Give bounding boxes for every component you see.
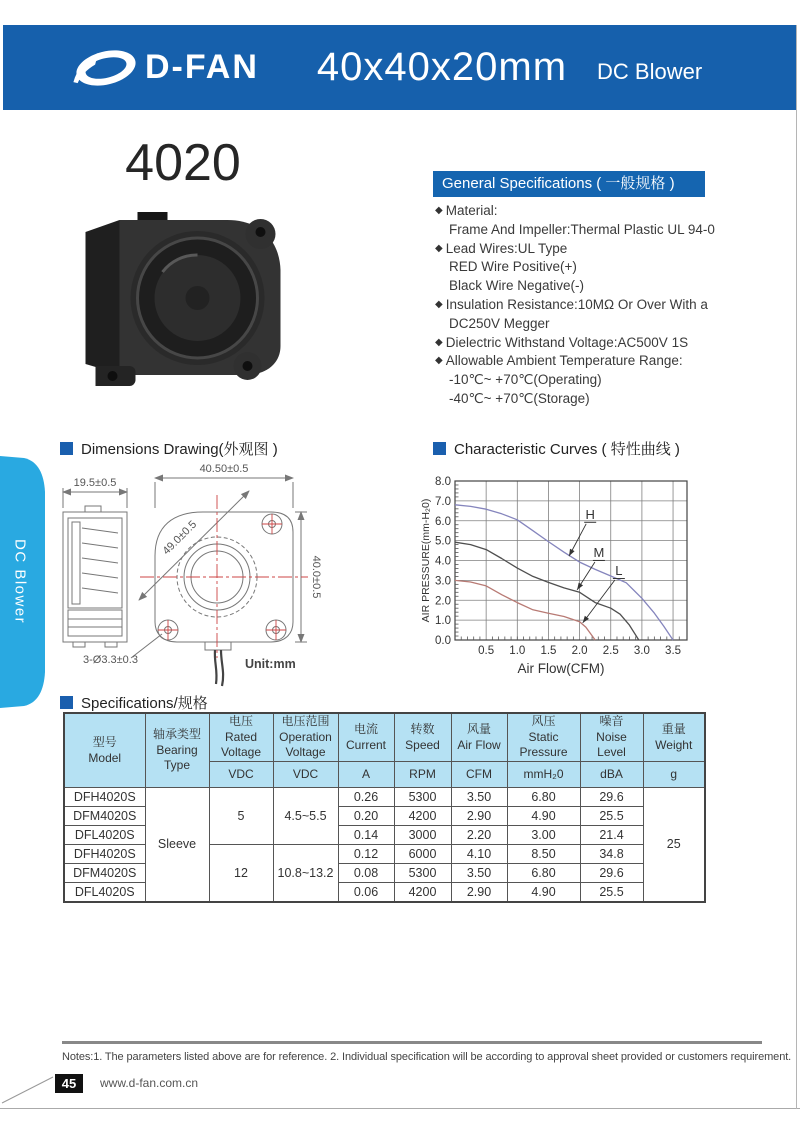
spec-section-header <box>60 692 208 713</box>
spec-table-cell: 0.26 <box>338 788 394 807</box>
spec-table-cell: 2.20 <box>451 826 507 845</box>
spec-line-text: Dielectric Withstand Voltage:AC500V 1S <box>445 334 689 350</box>
spec-table-header-cell: A <box>338 762 394 788</box>
spec-table-header-cell: 重量 Weight <box>643 713 705 762</box>
dim-unit: Unit:mm <box>245 657 296 671</box>
x-tick-label: 1.5 <box>540 645 557 657</box>
general-specs-title: General Specifications ( 一般规格 ) <box>433 171 705 197</box>
spec-table-cell: DFM4020S <box>64 807 145 826</box>
website-text: www.d-fan.com.cn <box>100 1076 199 1090</box>
spec-table-cell: DFH4020S <box>64 788 145 807</box>
x-tick-label: 3.5 <box>665 645 682 657</box>
spec-table-header-cell: 轴承类型 Bearing Type <box>145 713 209 788</box>
spec-line <box>435 202 780 221</box>
dim-front-width: 40.50±0.5 <box>199 463 249 475</box>
spec-table-cell: 6.80 <box>507 864 580 883</box>
curve-label-M: M <box>593 544 605 560</box>
right-border <box>796 25 797 1109</box>
spec-table-header-cell: 电压 Rated Voltage <box>209 713 273 762</box>
spec-table-cell: 8.50 <box>507 845 580 864</box>
spec-line <box>435 390 780 409</box>
spec-table-cell: 10.8~13.2 <box>273 845 338 902</box>
spec-line-text: DC250V Megger <box>449 315 550 331</box>
chart-minor-ticks <box>455 485 679 640</box>
y-tick-label: 3.0 <box>435 575 451 588</box>
dimensions-section-title: Dimensions Drawing(外观图 ) <box>81 441 278 458</box>
curve-H <box>455 505 673 640</box>
spec-table-cell: 5 <box>209 788 273 845</box>
spec-table-cell: 25.5 <box>580 883 643 902</box>
spec-line <box>435 277 780 296</box>
notes-text: Notes:1. The parameters listed above are for reference. 2. Individual specification will be according to approval sheet provided or customers requirement. <box>62 1051 792 1063</box>
spec-table-cell: Sleeve <box>145 788 209 902</box>
spec-table-cell: 29.6 <box>580 788 643 807</box>
square-bullet-icon <box>60 442 73 455</box>
spec-table-header-cell: 电流 Current <box>338 713 394 762</box>
spec-table-cell: 29.6 <box>580 864 643 883</box>
general-specs-list <box>435 202 780 409</box>
spec-table-cell: DFL4020S <box>64 883 145 902</box>
diamond-bullet-icon: ◆ <box>435 336 443 348</box>
spec-table-header-cell: 噪音 Noise Level <box>580 713 643 762</box>
x-tick-label: 3.0 <box>633 645 650 657</box>
x-tick-label: 1.0 <box>509 645 526 657</box>
y-axis-title: AIR PRESSURE(mm-H₂0) <box>420 498 432 623</box>
spec-table-cell: 6000 <box>394 845 451 864</box>
spec-table-header-cell: 风量 Air Flow <box>451 713 507 762</box>
spec-line-text: Allowable Ambient Temperature Range: <box>445 353 683 369</box>
spec-table-head <box>64 713 705 788</box>
product-photo <box>78 198 296 398</box>
spec-line-text: RED Wire Positive(+) <box>449 259 577 275</box>
spec-table-cell: 25 <box>643 788 705 902</box>
spec-line <box>435 352 780 371</box>
spec-table-cell: 34.8 <box>580 845 643 864</box>
spec-table-cell: 2.90 <box>451 807 507 826</box>
y-tick-label: 1.0 <box>435 615 451 628</box>
spec-line <box>435 240 780 259</box>
curves-section-header <box>433 438 680 459</box>
spec-line-text: Insulation Resistance:10MΩ Or Over With a <box>445 296 708 312</box>
spec-table-header-cell: VDC <box>273 762 338 788</box>
dimensions-section-header <box>60 438 278 459</box>
spec-table-header-cell: 电压范围 Operation Voltage <box>273 713 338 762</box>
spec-line-text: -10℃~ +70℃(Operating) <box>449 372 602 388</box>
spec-line <box>435 371 780 390</box>
curves-section-title: Characteristic Curves ( 特性曲线 ) <box>454 441 680 458</box>
dimensions-drawing <box>55 458 420 690</box>
spec-table-cell: 25.5 <box>580 807 643 826</box>
spec-table-header-cell: VDC <box>209 762 273 788</box>
side-tab-dc-blower <box>0 452 46 712</box>
diamond-bullet-icon: ◆ <box>435 242 443 254</box>
x-axis-title: Air Flow(CFM) <box>517 661 605 676</box>
page-number-badge: 45 <box>55 1074 83 1093</box>
diamond-bullet-icon: ◆ <box>435 205 443 216</box>
model-number: 4020 <box>125 134 241 192</box>
spec-table-cell: 21.4 <box>580 826 643 845</box>
spec-line <box>435 221 780 240</box>
y-tick-label: 5.0 <box>435 535 451 548</box>
dim-holes: 3-Ø3.3±0.3 <box>83 654 138 666</box>
table-row <box>64 788 705 807</box>
spec-line <box>435 334 780 353</box>
spec-table-cell: 12 <box>209 845 273 902</box>
bottom-border <box>0 1108 800 1109</box>
curve-L <box>455 580 595 640</box>
dim-side-width: 19.5±0.5 <box>73 477 117 489</box>
y-tick-label: 7.0 <box>435 495 451 508</box>
spec-line <box>435 258 780 277</box>
spec-table-cell: 4.90 <box>507 883 580 902</box>
curve-M <box>455 542 639 640</box>
spec-line <box>435 315 780 334</box>
spec-table-header-cell: dBA <box>580 762 643 788</box>
header-bar <box>3 25 797 110</box>
spec-table-cell: 2.90 <box>451 883 507 902</box>
side-tab-label: DC Blower <box>11 539 29 625</box>
spec-table-cell: 4200 <box>394 807 451 826</box>
spec-table-cell: 5300 <box>394 788 451 807</box>
square-bullet-icon <box>60 696 73 709</box>
chart-grid <box>455 481 687 640</box>
dfan-logo-icon <box>69 42 143 94</box>
spec-table-cell: DFM4020S <box>64 864 145 883</box>
spec-line-text: Lead Wires:UL Type <box>445 240 568 256</box>
spec-line-text: Black Wire Negative(-) <box>449 278 585 294</box>
spec-section-title: Specifications/规格 <box>81 695 208 712</box>
spec-table-cell: 3000 <box>394 826 451 845</box>
y-tick-label: 6.0 <box>435 515 451 528</box>
spec-table-cell: 4.5~5.5 <box>273 788 338 845</box>
spec-table-header-cell: 风压 Static Pressure <box>507 713 580 762</box>
spec-table-header-cell: RPM <box>394 762 451 788</box>
x-tick-label: 2.5 <box>602 645 619 657</box>
characteristic-curves-chart <box>420 460 720 688</box>
dim-front-height: 40.0±0.5 <box>310 555 322 599</box>
spec-table-cell: DFL4020S <box>64 826 145 845</box>
y-tick-label: 0.0 <box>435 635 451 647</box>
spec-table-cell: 6.80 <box>507 788 580 807</box>
y-tick-label: 8.0 <box>435 476 451 488</box>
y-tick-label: 2.0 <box>435 595 451 608</box>
spec-table-cell: 4.90 <box>507 807 580 826</box>
diamond-bullet-icon: ◆ <box>435 298 443 310</box>
spec-line <box>435 296 780 315</box>
spec-line-text: Material: <box>445 203 498 218</box>
spec-line-text: -40℃~ +70℃(Storage) <box>449 390 590 406</box>
spec-table-cell: 0.08 <box>338 864 394 883</box>
spec-table-header-cell: 型号 Model <box>64 713 145 788</box>
page-subtitle: DC Blower <box>597 58 703 84</box>
page-title: 40x40x20mm <box>316 45 568 89</box>
page-corner-line <box>0 1070 60 1110</box>
spec-table-cell: 0.20 <box>338 807 394 826</box>
x-tick-label: 2.0 <box>571 645 588 657</box>
spec-table-cell: 3.00 <box>507 826 580 845</box>
curve-label-H: H <box>585 506 595 522</box>
spec-table-header-cell: mmH₂0 <box>507 762 580 788</box>
diamond-bullet-icon: ◆ <box>435 355 443 367</box>
y-tick-label: 4.0 <box>435 555 451 568</box>
x-tick-label: 0.5 <box>478 645 495 657</box>
curve-label-L: L <box>615 563 623 579</box>
square-bullet-icon <box>433 442 446 455</box>
spec-table-header-cell: CFM <box>451 762 507 788</box>
spec-table-cell: 0.14 <box>338 826 394 845</box>
notes-divider <box>62 1041 762 1044</box>
spec-table-cell: 5300 <box>394 864 451 883</box>
spec-table-header-cell: g <box>643 762 705 788</box>
spec-table-cell: 4.10 <box>451 845 507 864</box>
spec-table-cell: 0.12 <box>338 845 394 864</box>
spec-table-body <box>64 788 705 902</box>
spec-table-cell: DFH4020S <box>64 845 145 864</box>
brand-name: D-FAN <box>145 48 259 86</box>
spec-table-cell: 3.50 <box>451 788 507 807</box>
spec-line-text: Frame And Impeller:Thermal Plastic UL 94-0 <box>449 221 715 237</box>
spec-table-header-cell: 转数 Speed <box>394 713 451 762</box>
spec-table <box>63 712 706 903</box>
annotation-arrow <box>583 580 615 623</box>
dim-diagonal: 49.0±0.5 <box>160 518 200 558</box>
spec-table-cell: 0.06 <box>338 883 394 902</box>
spec-table-cell: 4200 <box>394 883 451 902</box>
spec-table-cell: 3.50 <box>451 864 507 883</box>
